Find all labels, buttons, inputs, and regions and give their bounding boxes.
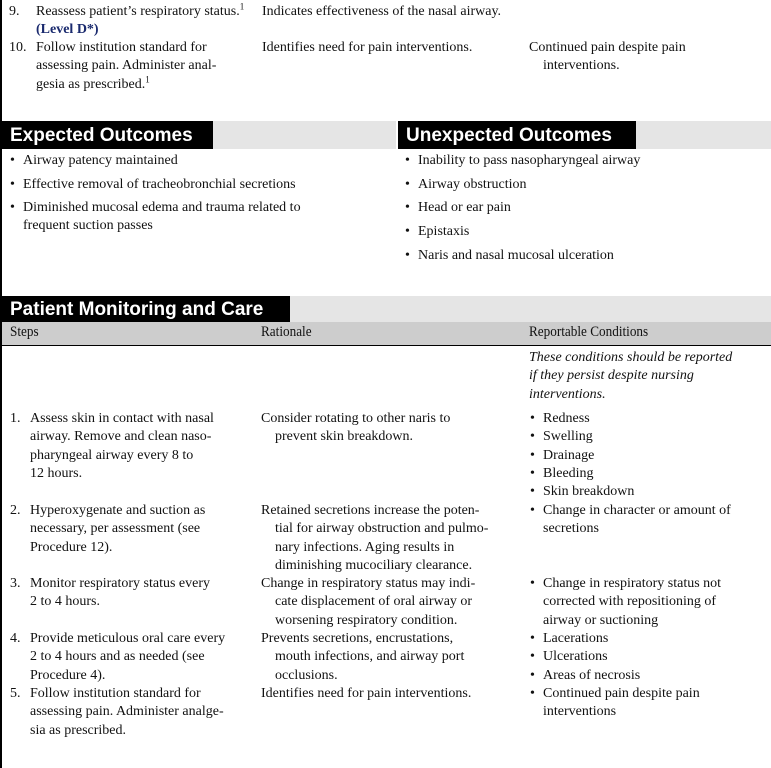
rationale-text: Identifies need for pain interventions. <box>262 40 473 55</box>
list-item: • Change in character or amount of secretions <box>528 502 760 539</box>
rationale-text: Prevents secretions, encrustations, mouth infections, and airway port occlusions. <box>261 631 465 683</box>
column-header-rationale: Rationale <box>261 324 312 340</box>
rationale-text: Identifies need for pain interventions. <box>261 686 472 701</box>
reportable-note: These conditions should be reported if they persist despite nursing interventions. <box>529 350 733 402</box>
rationale-text: Retained secretions increase the poten- tial for airway obstruction and pulmo- nary infections. Aging results in diminishing mucociliary clearance. <box>261 503 489 573</box>
conditions-list <box>528 502 760 539</box>
reportable-text: Continued pain despite pain interventions. <box>529 40 686 74</box>
list-item: • Areas of necrosis <box>528 667 760 685</box>
step-number: 9. <box>9 4 20 19</box>
step-number: 4. <box>10 631 21 646</box>
step-number: 10. <box>9 40 27 55</box>
conditions-list <box>528 575 753 630</box>
list-item: • Airway patency maintained <box>8 152 378 169</box>
list-item: • Airway obstruction <box>403 176 763 193</box>
step-text: Monitor respiratory status every 2 to 4 hours. <box>30 576 211 610</box>
expected-outcomes-title: Expected Outcomes <box>2 121 213 149</box>
monitoring-title: Patient Monitoring and Care <box>2 296 290 322</box>
list-item: • Naris and nasal mucosal ulceration <box>403 247 763 264</box>
column-header-steps: Steps <box>10 324 39 340</box>
list-item: • Drainage <box>528 447 768 465</box>
list-item: • Redness <box>528 410 768 428</box>
evidence-level: (Level D*) <box>36 22 99 38</box>
list-item: • Head or ear pain <box>403 199 763 216</box>
list-item: • Diminished mucosal edema and trauma related to frequent suction passes <box>8 199 341 234</box>
rationale-text: Consider rotating to other naris to prevent skin breakdown. <box>261 411 451 445</box>
step-text: Hyperoxygenate and suction as necessary, per assessment (see Procedure 12). <box>30 503 206 555</box>
step-number: 5. <box>10 686 21 701</box>
step-number: 3. <box>10 576 21 591</box>
step-text: Reassess patient’s respiratory status.$^1$ (Level D*) <box>36 1 245 38</box>
unexpected-outcomes-list <box>403 152 763 271</box>
step-text: Follow institution standard for assessing pain. Administer anal- gesia as prescribed.$^1$ <box>36 40 217 92</box>
conditions-list <box>528 630 760 685</box>
conditions-list <box>528 685 728 722</box>
column-header-reportable: Reportable Conditions <box>529 324 649 340</box>
list-item: • Skin breakdown <box>528 483 768 501</box>
page-left-border <box>0 0 2 768</box>
step-text: Follow institution standard for assessing pain. Administer analge- sia as prescribed. <box>30 686 224 738</box>
list-item: • Effective removal of tracheobronchial secretions <box>8 176 378 193</box>
step-number: 2. <box>10 503 21 518</box>
step-text: Assess skin in contact with nasal airway. Remove and clean naso- pharyngeal airway every 8 to 12 hours. <box>30 411 214 481</box>
unexpected-outcomes-title: Unexpected Outcomes <box>398 121 636 149</box>
list-item: • Continued pain despite pain interventions <box>528 685 728 722</box>
column-header-row <box>2 322 771 346</box>
step-number: 1. <box>10 411 21 426</box>
list-item: • Lacerations <box>528 630 760 648</box>
conditions-list <box>528 410 768 501</box>
step-text: Provide meticulous oral care every 2 to 4 hours and as needed (see Procedure 4). <box>30 631 226 683</box>
expected-outcomes-list <box>8 152 378 241</box>
list-item: • Change in respiratory status not corrected with repositioning of airway or suctioning <box>528 575 753 630</box>
list-item: • Bleeding <box>528 465 768 483</box>
list-item: • Epistaxis <box>403 223 763 240</box>
list-item: • Swelling <box>528 428 768 446</box>
rationale-text: Indicates effectiveness of the nasal airway. <box>262 4 502 19</box>
list-item: • Ulcerations <box>528 648 760 666</box>
rationale-text: Change in respiratory status may indi- cate displacement of oral airway or worsening respiratory condition. <box>261 576 476 628</box>
list-item: • Inability to pass nasopharyngeal airway <box>403 152 763 169</box>
